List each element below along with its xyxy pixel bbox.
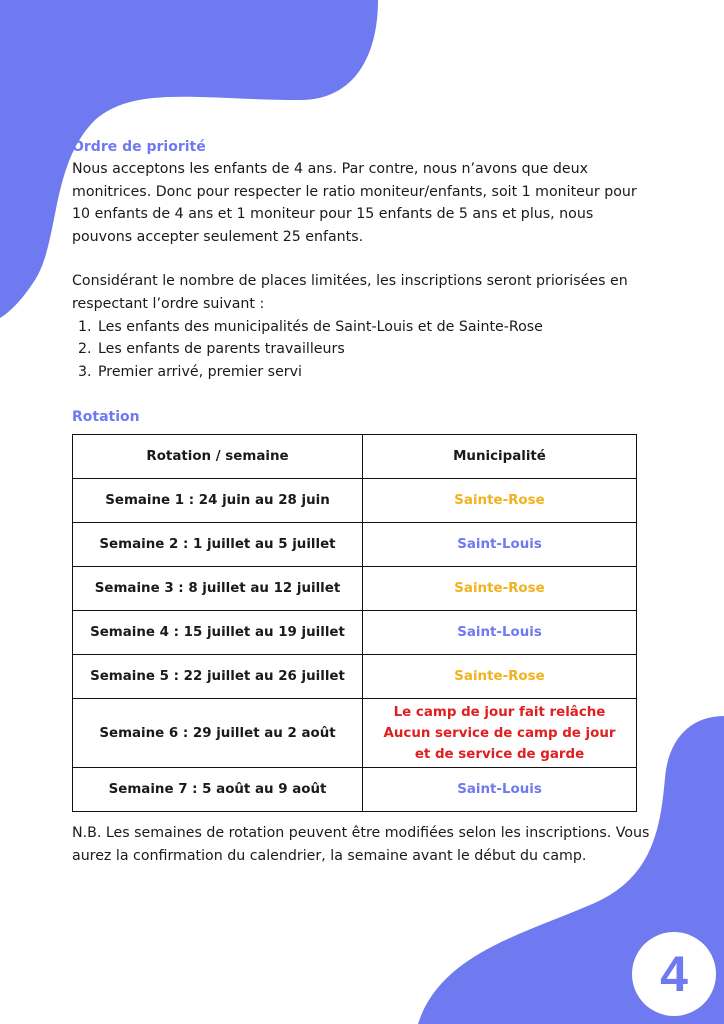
week-cell: Semaine 7 : 5 août au 9 août <box>73 768 363 812</box>
week-cell: Semaine 3 : 8 juillet au 12 juillet <box>73 567 363 611</box>
priority-item-3: 3. Premier arrivé, premier servi <box>96 361 652 384</box>
municipality-cell: Sainte-Rose <box>363 479 637 523</box>
municipality-cell: Saint-Louis <box>363 611 637 655</box>
page-number: 4 <box>632 932 716 1016</box>
municipality-cell: Sainte-Rose <box>363 655 637 699</box>
week-cell: Semaine 2 : 1 juillet au 5 juillet <box>73 523 363 567</box>
table-row <box>73 768 637 812</box>
table-row <box>73 523 637 567</box>
table-row <box>73 655 637 699</box>
rotation-table <box>72 434 637 812</box>
rotation-heading: Rotation <box>72 409 140 426</box>
priority-item-2: 2. Les enfants de parents travailleurs <box>96 338 652 361</box>
week-cell: Semaine 4 : 15 juillet au 19 juillet <box>73 611 363 655</box>
header-municipality: Municipalité <box>363 435 637 479</box>
table-row <box>73 567 637 611</box>
municipality-cell: Sainte-Rose <box>363 567 637 611</box>
week-cell: Semaine 1 : 24 juin au 28 juin <box>73 479 363 523</box>
page-content <box>72 136 652 882</box>
priority-item-1: 1. Les enfants des municipalités de Saint-Louis et de Sainte-Rose <box>96 316 652 339</box>
note-paragraph: N.B. Les semaines de rotation peuvent être modifiées selon les inscriptions. Vous aurez la confirmation du calendrier, la semaine avant le début du camp. <box>72 825 650 864</box>
table-row <box>73 479 637 523</box>
priority-list <box>72 316 652 384</box>
week-cell: Semaine 5 : 22 juillet au 26 juillet <box>73 655 363 699</box>
priority-paragraph-2: Considérant le nombre de places limitées, les inscriptions seront priorisées en respectant l’ordre suivant : <box>72 273 628 312</box>
priority-paragraph-1: Nous acceptons les enfants de 4 ans. Par contre, nous n’avons que deux monitrices. Donc pour respecter le ratio moniteur/enfants, soit 1 moniteur pour 10 enfants de 4 ans et 1 moniteur pour 15 enfants de 5 ans et plus, nous pouvons accepter seulement 25 enfants. <box>72 161 637 245</box>
priority-heading: Ordre de priorité <box>72 139 206 155</box>
municipality-cell: Saint-Louis <box>363 523 637 567</box>
municipality-cell: Le camp de jour fait relâche Aucun service de camp de jour et de service de garde <box>363 699 637 768</box>
week-cell: Semaine 6 : 29 juillet au 2 août <box>73 699 363 768</box>
table-header-row <box>73 435 637 479</box>
header-week: Rotation / semaine <box>73 435 363 479</box>
table-row <box>73 611 637 655</box>
municipality-cell: Saint-Louis <box>363 768 637 812</box>
table-row <box>73 699 637 768</box>
